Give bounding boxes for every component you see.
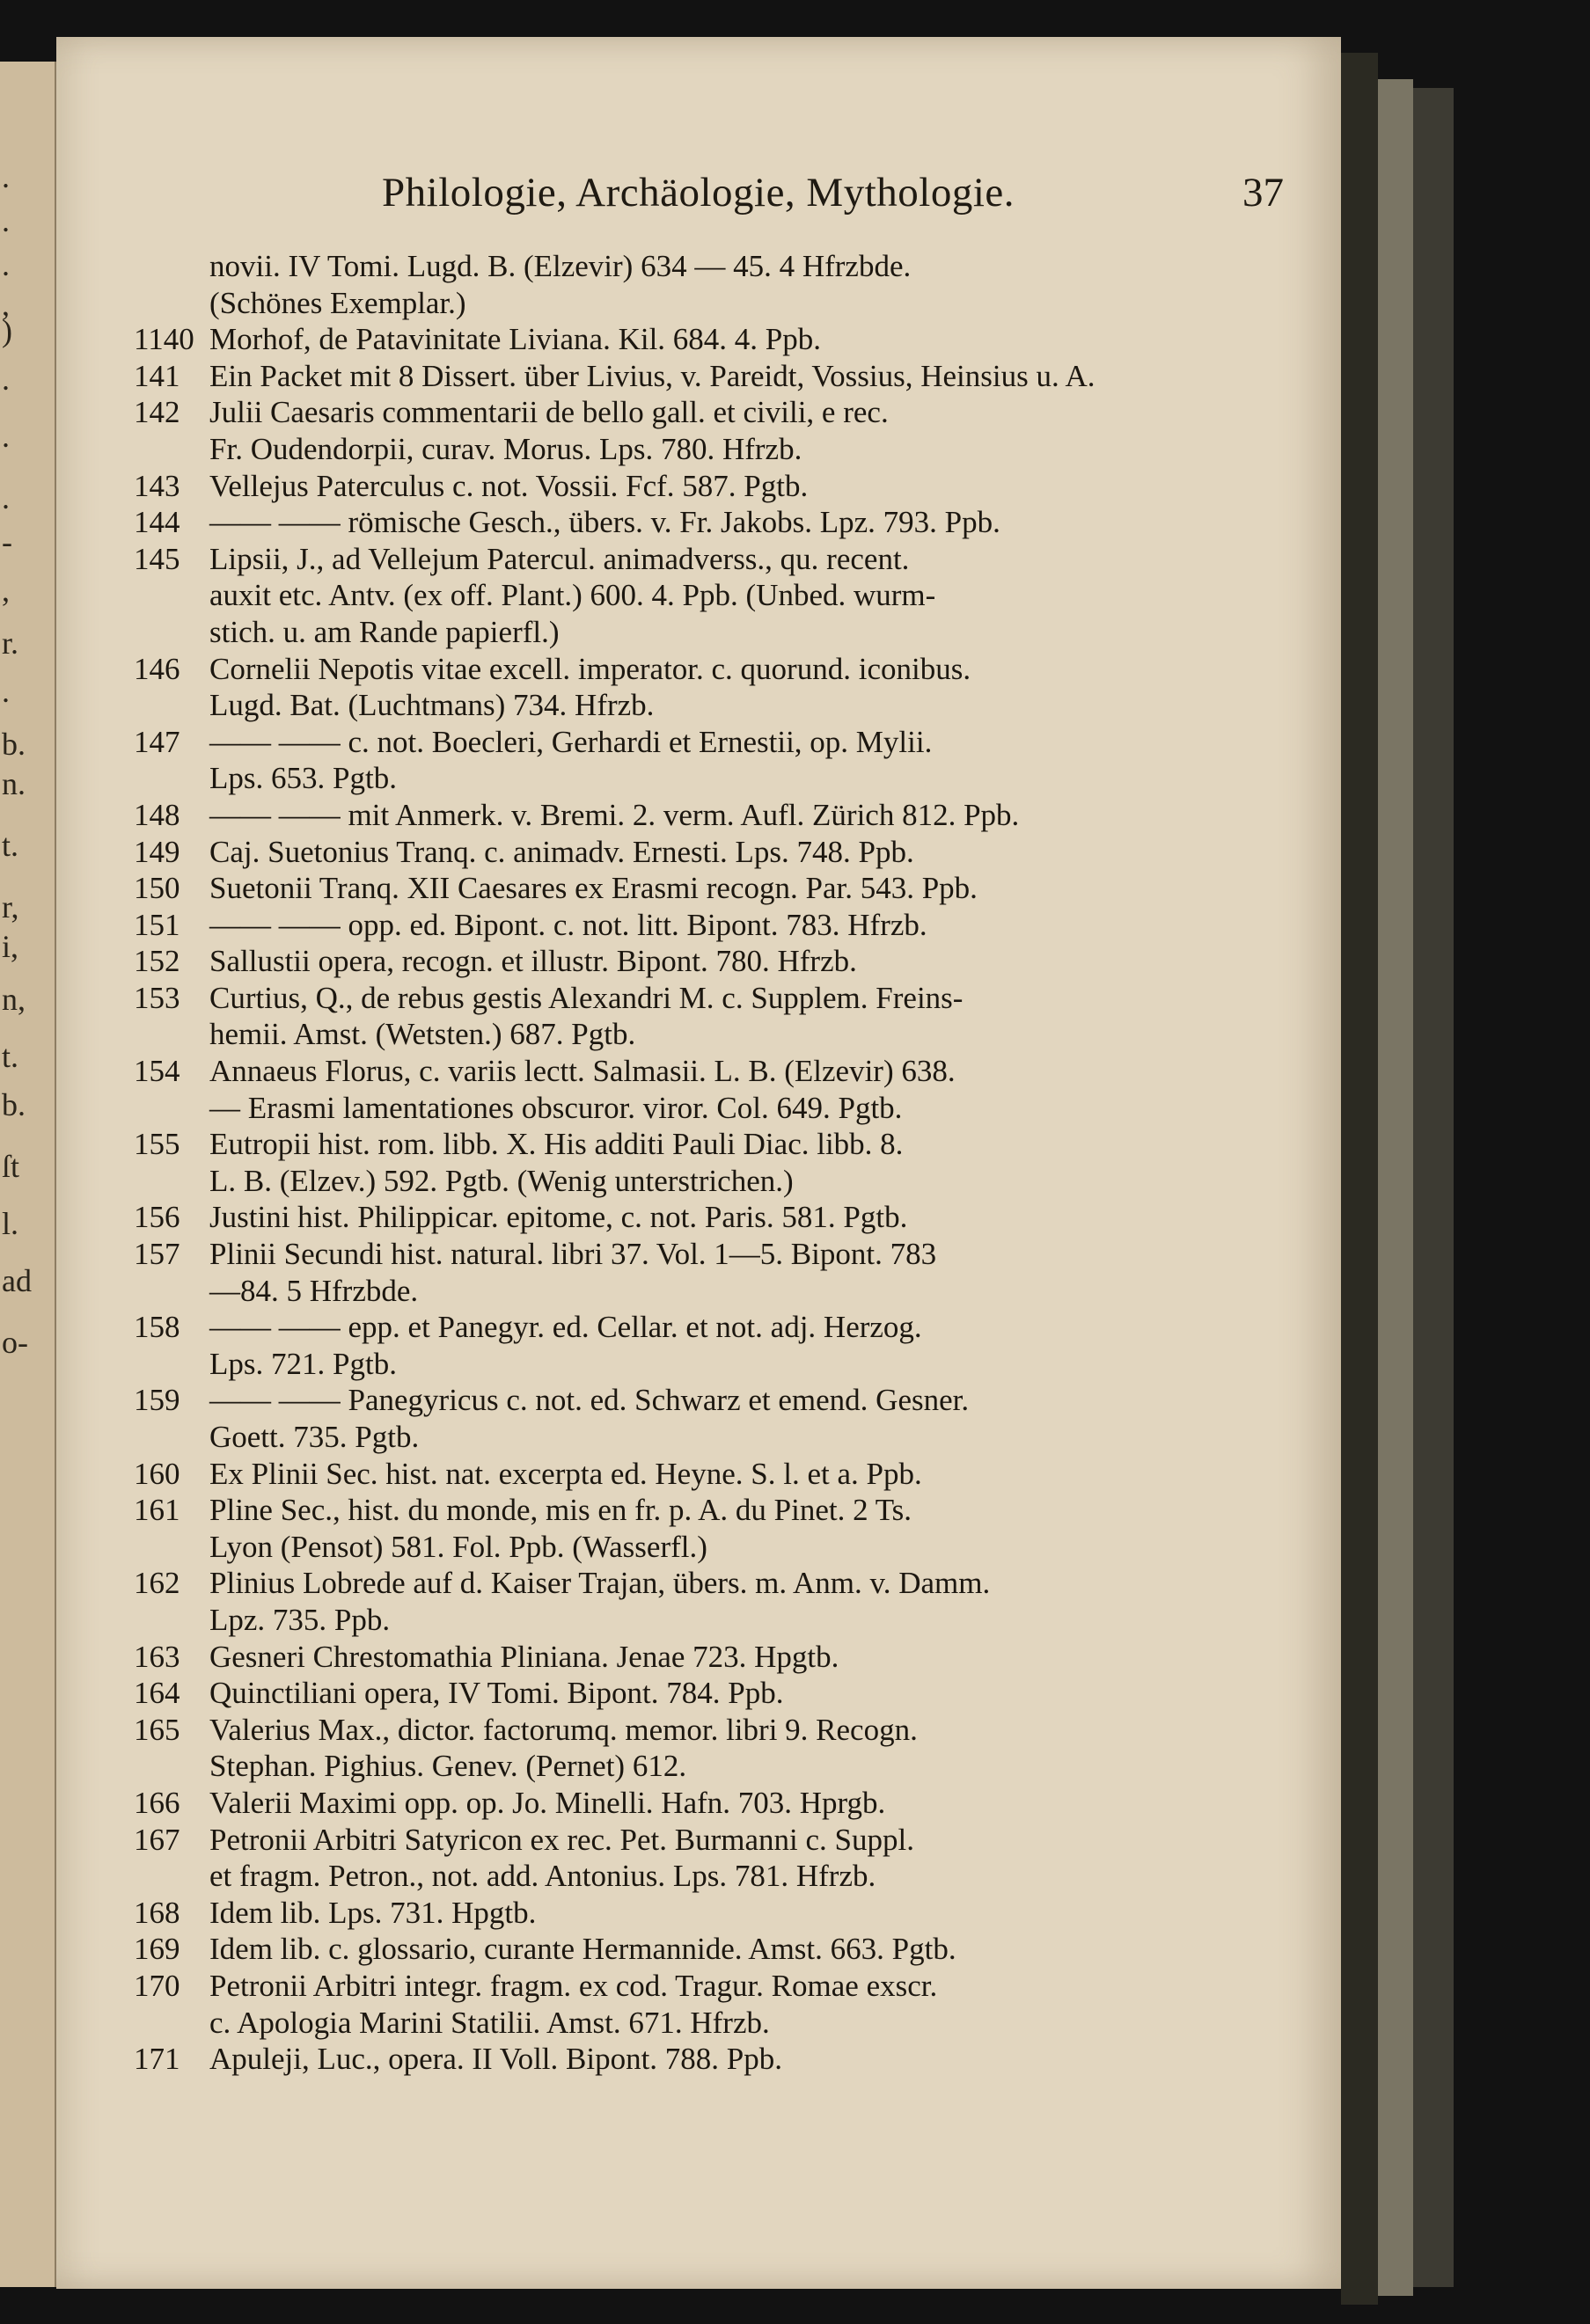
catalog-entry-line	[134, 1492, 1286, 1529]
left-page-fragment: ,	[2, 573, 10, 608]
catalog-entry-line	[134, 614, 1286, 651]
entry-text: Quinctiliani opera, IV Tomi. Bipont. 784. Ppb.	[209, 1676, 784, 1711]
entry-number: 166	[134, 1785, 180, 1820]
catalog-entry-line	[134, 1053, 1286, 1090]
entry-number: 143	[134, 468, 180, 503]
catalog-entry-line	[134, 285, 1286, 322]
entry-number: 1140	[134, 322, 194, 357]
entry-text: auxit etc. Antv. (ex off. Plant.) 600. 4. Ppb. (Unbed. wurm-	[209, 578, 936, 613]
entry-number: 142	[134, 395, 180, 430]
book-edge-light	[1378, 79, 1413, 2296]
left-page-fragment: l.	[2, 1206, 19, 1241]
entry-text: Morhof, de Patavinitate Liviana. Kil. 684. 4. Ppb.	[209, 322, 822, 357]
left-page-fragment: t.	[2, 1039, 19, 1074]
left-page-fragment: .	[2, 159, 10, 194]
entry-text: novii. IV Tomi. Lugd. B. (Elzevir) 634 — 45. 4 Hfrzbde.	[209, 249, 912, 283]
catalog-entry-line	[134, 1931, 1286, 1968]
catalog-entry-line	[134, 907, 1286, 944]
entry-number: 158	[134, 1310, 180, 1345]
catalog-entry-line	[134, 577, 1286, 614]
entry-text: Lps. 653. Pgtb.	[209, 761, 397, 796]
catalog-entry-line	[134, 1090, 1286, 1127]
entry-number: 154	[134, 1054, 180, 1089]
entry-number: 161	[134, 1493, 180, 1528]
catalog-entry-line	[134, 1748, 1286, 1785]
catalog-entry-line	[134, 2005, 1286, 2042]
left-page-fragment: .	[2, 203, 10, 238]
entry-text: Suetonii Tranq. XII Caesares ex Erasmi recogn. Par. 543. Ppb.	[209, 871, 978, 906]
catalog-entry-line	[134, 541, 1286, 578]
entry-number: 145	[134, 541, 180, 576]
entry-number: 164	[134, 1676, 180, 1711]
entry-text: hemii. Amst. (Wetsten.) 687. Pgtb.	[209, 1017, 636, 1052]
left-page-fragment: )	[2, 313, 12, 348]
catalog-entry-line	[134, 1675, 1286, 1712]
catalog-entry-line	[134, 2041, 1286, 2078]
entry-number: 169	[134, 1932, 180, 1967]
catalog-page	[56, 37, 1341, 2289]
entry-text: Cornelii Nepotis vitae excell. imperator. c. quorund. iconibus.	[209, 651, 971, 686]
entry-text: Idem lib. c. glossario, curante Hermannide. Amst. 663. Pgtb.	[209, 1932, 956, 1967]
left-page-fragment: n,	[2, 982, 26, 1017]
entry-text: stich. u. am Rande papierfl.)	[209, 614, 560, 649]
entry-text: Annaeus Florus, c. variis lectt. Salmasii. L. B. (Elzevir) 638.	[209, 1054, 956, 1089]
entry-text: Stephan. Pighius. Genev. (Pernet) 612.	[209, 1749, 687, 1784]
running-head: Philologie, Archäologie, Mythologie.	[382, 170, 1015, 216]
left-page-fragment: t.	[2, 828, 19, 863]
catalog-entry-line	[134, 504, 1286, 541]
entry-number: 152	[134, 944, 180, 979]
entry-text: Ex Plinii Sec. hist. nat. excerpta ed. Heyne. S. l. et a. Ppb.	[209, 1456, 922, 1491]
entry-text: Lps. 721. Pgtb.	[209, 1346, 397, 1381]
left-page-fragment: .	[2, 674, 10, 709]
catalog-entry-line	[134, 1309, 1286, 1346]
left-page-fragment: ,	[2, 287, 10, 322]
left-page-fragment: n.	[2, 766, 26, 801]
entry-text: Lugd. Bat. (Luchtmans) 734. Hfrzb.	[209, 688, 655, 723]
catalog-entry-line	[134, 1529, 1286, 1566]
catalog-entry-line	[134, 651, 1286, 688]
left-page-fragment: .	[2, 419, 10, 454]
entry-text: Vellejus Paterculus c. not. Vossii. Fcf. 587. Pgtb.	[209, 468, 809, 503]
entry-number: 150	[134, 871, 180, 906]
catalog-entry-line	[134, 321, 1286, 358]
entry-number: 141	[134, 358, 180, 393]
entry-text: — Erasmi lamentationes obscuror. viror. Col. 649. Pgtb.	[209, 1090, 903, 1125]
left-page-fragment: r,	[2, 889, 19, 924]
catalog-entry-line	[134, 1858, 1286, 1895]
catalog-entry-line	[134, 1968, 1286, 2005]
entry-text: Eutropii hist. rom. libb. X. His additi Pauli Diac. libb. 8.	[209, 1127, 904, 1162]
catalog-entry-line	[134, 1163, 1286, 1200]
entry-text: Pline Sec., hist. du monde, mis en fr. p. A. du Pinet. 2 Ts.	[209, 1493, 912, 1528]
left-page-fragment: -	[2, 524, 12, 559]
entry-text: Plinii Secundi hist. natural. libri 37. Vol. 1—5. Bipont. 783	[209, 1237, 937, 1272]
entry-text: Gesneri Chrestomathia Pliniana. Jenae 723. Hpgtb.	[209, 1639, 839, 1674]
entry-number: 163	[134, 1639, 180, 1674]
entry-text: Valerii Maximi opp. op. Jo. Minelli. Hafn. 703. Hprgb.	[209, 1785, 886, 1820]
catalog-entry-line	[134, 394, 1286, 431]
entry-text: et fragm. Petron., not. add. Antonius. Lps. 781. Hfrzb.	[209, 1859, 876, 1894]
book-edge-gray	[1413, 88, 1454, 2287]
catalog-entries	[134, 248, 1286, 2078]
catalog-entry-line	[134, 980, 1286, 1017]
entry-text: Apuleji, Luc., opera. II Voll. Bipont. 788. Ppb.	[209, 2042, 783, 2077]
entry-text: —84. 5 Hfrzbde.	[209, 1273, 419, 1308]
entry-text: Sallustii opera, recogn. et illustr. Bipont. 780. Hfrzb.	[209, 944, 857, 979]
entry-number: 170	[134, 1968, 180, 2003]
entry-text: Fr. Oudendorpii, curav. Morus. Lps. 780. Hfrzb.	[209, 431, 802, 466]
entry-text: Valerius Max., dictor. factorumq. memor. libri 9. Recogn.	[209, 1712, 918, 1747]
catalog-entry-line	[134, 1602, 1286, 1639]
catalog-entry-line	[134, 797, 1286, 834]
entry-number: 153	[134, 980, 180, 1015]
entry-text: Petronii Arbitri integr. fragm. ex cod. Tragur. Romae exscr.	[209, 1968, 938, 2003]
entry-text: Curtius, Q., de rebus gestis Alexandri M. c. Supplem. Freins-	[209, 980, 964, 1015]
entry-number: 149	[134, 834, 180, 869]
left-page-fragment: o-	[2, 1325, 28, 1360]
entry-number: 148	[134, 797, 180, 832]
left-page-fragment: b.	[2, 1087, 26, 1122]
catalog-entry-line	[134, 1565, 1286, 1602]
entry-number: 151	[134, 907, 180, 942]
catalog-entry-line	[134, 1785, 1286, 1822]
catalog-entry-line	[134, 1419, 1286, 1456]
catalog-entry-line	[134, 1199, 1286, 1236]
catalog-entry-line	[134, 248, 1286, 285]
catalog-entry-line	[134, 1895, 1286, 1932]
entry-number: 171	[134, 2042, 180, 2077]
left-page-fragment: .	[2, 362, 10, 397]
entry-number: 165	[134, 1712, 180, 1747]
entry-number: 159	[134, 1383, 180, 1418]
catalog-entry-line	[134, 1236, 1286, 1273]
entry-text: Plinius Lobrede auf d. Kaiser Trajan, übers. m. Anm. v. Damm.	[209, 1566, 991, 1601]
entry-text: —— —— opp. ed. Bipont. c. not. litt. Bipont. 783. Hfrzb.	[209, 907, 927, 942]
left-page-fragment: ſt	[2, 1149, 20, 1184]
catalog-entry-line	[134, 431, 1286, 468]
entry-text: (Schönes Exemplar.)	[209, 285, 466, 320]
page-number: 37	[1242, 170, 1284, 216]
entry-text: Goett. 735. Pgtb.	[209, 1420, 420, 1454]
left-page-fragment: r.	[2, 625, 19, 661]
left-page-fragment: .	[2, 247, 10, 282]
entry-text: Julii Caesaris commentarii de bello gall. et civili, e rec.	[209, 395, 889, 430]
catalog-entry-line	[134, 943, 1286, 980]
catalog-entry-line	[134, 468, 1286, 505]
entry-text: L. B. (Elzev.) 592. Pgtb. (Wenig unterstrichen.)	[209, 1163, 794, 1198]
entry-number: 167	[134, 1822, 180, 1857]
entry-text: Ein Packet mit 8 Dissert. über Livius, v. Pareidt, Vossius, Heinsius u. A.	[209, 358, 1095, 393]
catalog-entry-line	[134, 1822, 1286, 1859]
catalog-entry-line	[134, 760, 1286, 797]
left-page-fragment: ad	[2, 1263, 32, 1298]
entry-text: —— —— epp. et Panegyr. ed. Cellar. et not. adj. Herzog.	[209, 1310, 922, 1345]
entry-number: 146	[134, 651, 180, 686]
left-page-fragment: .	[2, 480, 10, 515]
entry-text: Lpz. 735. Ppb.	[209, 1602, 391, 1637]
catalog-entry-line	[134, 1126, 1286, 1163]
entry-text: Lipsii, J., ad Vellejum Patercul. animadverss., qu. recent.	[209, 541, 910, 576]
left-page-fragment: b.	[2, 727, 26, 762]
catalog-entry-line	[134, 870, 1286, 907]
left-page-fragment: i,	[2, 929, 19, 964]
entry-text: —— —— Panegyricus c. not. ed. Schwarz et emend. Gesner.	[209, 1383, 970, 1418]
entry-text: Caj. Suetonius Tranq. c. animadv. Ernesti. Lps. 748. Ppb.	[209, 834, 914, 869]
entry-text: —— —— römische Gesch., übers. v. Fr. Jakobs. Lpz. 793. Ppb.	[209, 505, 1000, 540]
catalog-entry-line	[134, 687, 1286, 724]
catalog-entry-line	[134, 1456, 1286, 1493]
entry-number: 156	[134, 1200, 180, 1235]
entry-text: Petronii Arbitri Satyricon ex rec. Pet. Burmanni c. Suppl.	[209, 1822, 914, 1857]
catalog-entry-line	[134, 358, 1286, 395]
entry-number: 144	[134, 505, 180, 540]
catalog-entry-line	[134, 1346, 1286, 1383]
book-edge-dark	[1341, 53, 1378, 2305]
entry-text: Idem lib. Lps. 731. Hpgtb.	[209, 1895, 537, 1930]
entry-number: 160	[134, 1456, 180, 1491]
entry-number: 147	[134, 724, 180, 759]
catalog-entry-line	[134, 1016, 1286, 1053]
entry-text: Lyon (Pensot) 581. Fol. Ppb. (Wasserfl.)	[209, 1529, 707, 1564]
entry-text: —— —— c. not. Boecleri, Gerhardi et Ernestii, op. Mylii.	[209, 724, 933, 759]
catalog-entry-line	[134, 834, 1286, 871]
entry-number: 157	[134, 1237, 180, 1272]
catalog-entry-line	[134, 1382, 1286, 1419]
catalog-entry-line	[134, 1712, 1286, 1749]
entry-number: 168	[134, 1895, 180, 1930]
entry-text: Justini hist. Philippicar. epitome, c. not. Paris. 581. Pgtb.	[209, 1200, 908, 1235]
catalog-entry-line	[134, 1639, 1286, 1676]
catalog-entry-line	[134, 1273, 1286, 1310]
entry-text: —— —— mit Anmerk. v. Bremi. 2. verm. Aufl. Zürich 812. Ppb.	[209, 797, 1020, 832]
catalog-entry-line	[134, 724, 1286, 761]
entry-number: 155	[134, 1127, 180, 1162]
entry-number: 162	[134, 1566, 180, 1601]
entry-text: c. Apologia Marini Statilii. Amst. 671. Hfrzb.	[209, 2005, 770, 2040]
left-page-edge	[0, 62, 56, 2287]
